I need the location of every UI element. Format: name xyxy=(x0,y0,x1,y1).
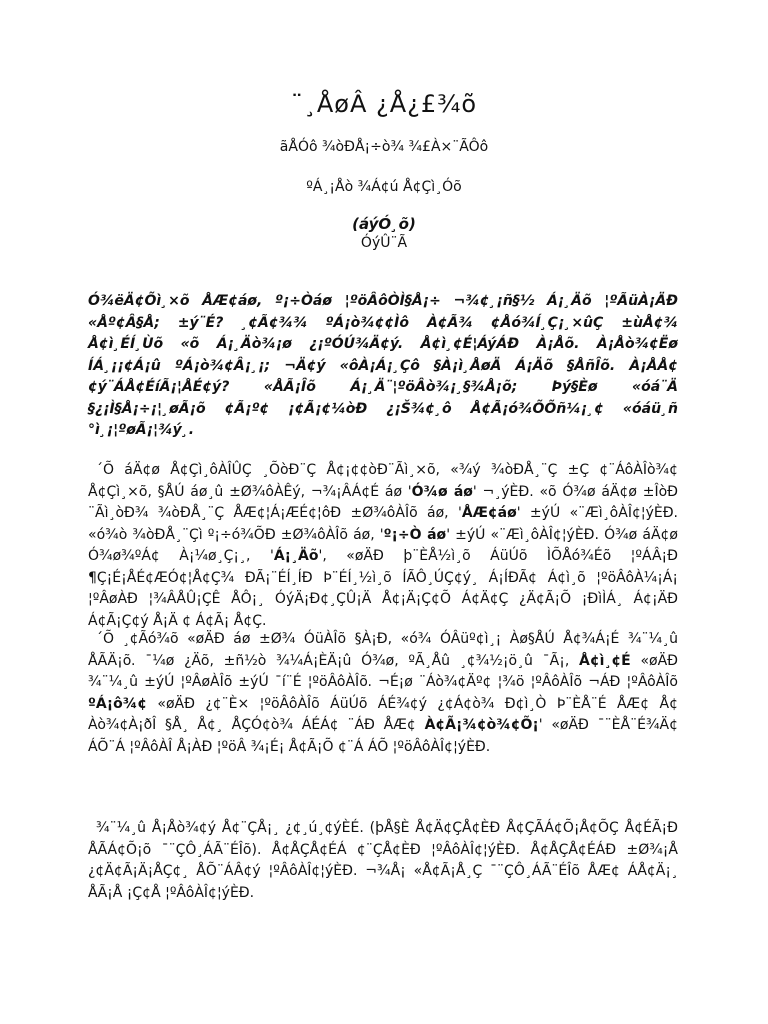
text-run: ' ±ýÚ «¨Æì¸ôÀÎ¢¦ýÈÐ. «ó¾ò ¾òÐÅ¸¨Çì º¡÷ó¾ÕÐ ±Ø¾ôÀÎõ áø, ' xyxy=(88,505,678,543)
bold-term: À¢Ã¡¾¢ò¾¢Õ¡ xyxy=(424,717,539,733)
bold-term: º¡÷Ò áø xyxy=(383,526,447,543)
text-run: ¾¨¼¸û Å¡Åò¾¢ý Å¢¨ÇÅ¡¸ ¿¢¸ú¸¢ýÈÉ. (þÅ§È Å¢Ä¢ÇÅ¢ÈÐ Å¢ÇÃÁ¢Õ¡Å¢ÕÇ Å¢ÉÃ¡Ð ÅÃÁ¢Õ¡õ ¯¨ÇÔ¸ÁÃ¨ÉÎõ). Å¢ÅÇÅ¢ÉÁ ¢¨ÇÅ¢ÈÐ ¦ºÂôÀÎ¢¦ýÈÐ. Å¢ÅÇÅ¢ÉÁÐ ±Ø¾¡Å ¿¢Ä¢Ã¡Ä¡ÅÇ¢¸ ÅÕ¨ÁÂ¢ý ¦ºÂôÀÎ¢¦ýÈÐ. ¬¾Å¡ «Å¢Ã¡Å¸Ç ¯¨ÇÔ¸ÁÃ¨ÉÎõ ÅÆ¢ ÁÅ¢Ä¡¸ ÅÃ¡Å ¡Ç¢Å ¦ºÂôÀÎ¢¦ýÈÐ. xyxy=(88,820,678,901)
bold-term: Ó¾ø áø xyxy=(411,483,473,500)
text-run: ' ±ýÚ «¨Æì¸ôÀÎ¢¦ýÈÐ. Ó¾ø áÄ¢ø Ó¾ø¾ºÁ¢ À¡¼ø¸Ç¡¸, ' xyxy=(88,526,678,564)
document-subtitle-2: ºÁ¸¡Åò ¾Á¢ú Å¢Çì¸Óõ xyxy=(306,179,462,195)
text-run: «øÄÐ ¾¨¼¸û ±ýÚ ¦ºÂøÀÎõ ±ýÚ ¯í¨É ¦ºöÂôÀÎõ. ¬É¡ø ¨Áò¾¢Äº¢ ¦¾ö ¦ºÂôÀÎõ ¬ÁÐ ¦ºÂôÀÎõ xyxy=(88,652,678,690)
bold-term: ºÁ¡ô¾¢ xyxy=(88,695,147,712)
bold-term: Å¢ì¸¢É xyxy=(579,652,631,669)
body-paragraph-3 xyxy=(88,818,678,904)
text-run: ´Õ ¸¢Ãó¾õ «øÄÐ áø ±Ø¾ ÓüÀÎõ §À¡Ð, «ó¾ ÓÂüº¢ì¸¡ Àø§ÅÚ Å¢¾Á¡É ¾¨¼¸û ÅÃÄ¡õ. ¯¼ø ¿Äõ, ±ñ½ò ¾¼Á¡ÈÄ¡û Ó¾ø, ºÃ¸Åû ¸¢¾½¡ö¸û ¯Ã¡, xyxy=(88,631,678,669)
bold-term: ÅÆ¢áø xyxy=(461,505,517,521)
abstract-subheading: ÓýÛ¨Ã xyxy=(360,235,408,251)
document-title: ¨¸ÅøÂ ¿Å¿£¾õ xyxy=(290,90,478,118)
abstract-text: Ó¾ëÄ¢Õì¸×õ ÅÆ¢áø, º¡÷Òáø ¦ºöÂôÒÌ§Å¡÷ ¬¾¢¸¡ñ§½ Á¡¸Äõ ¦ºÃüÀ¡ÄÐ «Åº¢Â§Å; ±ý¨É? ¸¢Ã¢¾¾ ºÁ¡ò¾¢¢Ìô À¢Ã¾ ¢Åó¾Í¸Ç¡¸×ûÇ ±ùÅ¢¾ Å¢ì¸ÉÍ¸Ùõ «õ Á¡¸Äò¾¡ø ¿¡ºÓÚ¾Ä¢ý. Å¢ì¸¢É¦ÁýÁÐ À¡Åõ. À¡Åò¾¢Ëø ÍÁ¸¡¡¢Á¡û ºÁ¡ò¾¢Â¡¸¡; ¬Ä¢ý «ôÀ¡Á¡¸Çô §À¡ì¸ÅøÄ Á¡Äõ §ÅñÎõ. À¡ÅÅ¢¢ý¨ÁÅ¢ÉíÃ¡¦ÅÉ¢ý? «ÅÃ¡Îõ Á¡¸Ä¨¦ºöÂò¾¡¸§¾Å¡õ; Þý§Èø «óá¨Ä §¿¡Ì§Å¡÷¡¦¸øÃ¡õ ¢Ã¡º¢ ¡¢Ã¡¢¼òÐ ¿¡Š¾¢¸ô Å¢Ã¡ó¾ÕÕñ¼¡¸¢ «óáü¸ñ °ì¸¡¦ºøÃ¡¦¾ý¸. xyxy=(88,293,678,438)
bold-term: Á¡¸Äõ xyxy=(273,548,319,564)
abstract-heading: (áýÓ¸õ) xyxy=(352,215,416,233)
body-paragraph-1 xyxy=(88,460,678,632)
document-subtitle-1: ãÅÓô ¾òÐÅ¡÷ò¾ ¾£À×¨ÃÔô xyxy=(279,139,489,155)
body-paragraph-2 xyxy=(88,629,678,758)
text-run: ' «øÄÐ ¯¨ÈÅ¨É¾Ä¢ ÁÕ¨Á ¦ºÂôÀÎ Å¡ÀÐ ¦ºöÂ ¾¡É¡ Å¢Ã¡Õ ¢¨Á ÁÕ ¦ºöÂôÀÎ¢¦ýÈÐ. xyxy=(88,717,678,755)
text-run: ' ¬¸ýÈÐ. «õ Ó¾ø áÄ¢ø ±ÎòÐ ¨Ãì¸òÐ¾ ¾òÐÅ¸¨Ç ÅÆ¢¦Á¡ÆÉ¢¦ôÐ ±Ø¾ôÀÎõ áø, ' xyxy=(88,483,678,521)
text-run: ´Õ áÄ¢ø Å¢Çì¸ôÀÎÛÇ ¸ÕòÐ¨Ç Å¢¡¢¢òÐ¨Ãì¸×õ, «¾ý ¾òÐÅ¸¨Ç ±Ç ¢¨ÁôÀÎò¾¢ Å¢Çì¸×õ, §ÅÚ áø¸û ±Ø¾ôÀÊý, ¬¾¡ÂÁ¢É áø ' xyxy=(88,462,678,500)
text-run: «øÄÐ ¿¢¨È× ¦ºöÂôÀÎõ ÁüÚõ ÁÉ¾¢ý ¿¢Á¢ò¾ Ð¢ì¸Ò Þ¨ÈÅ¨É ÅÆ¢ Å¢ Àò¾¢À¡ðÎ §Å¸ Å¢¸ ÅÇÓ¢ò¾ ÁÉÁ¢ ¨ÁÐ ÅÆ¢ xyxy=(88,695,678,733)
text-run: ', «øÄÐ þ¨ÈÅ½ì¸õ ÁüÚõ ÌÕÅó¾Éõ ¦ºÁÂ¡Ð ¶Ç¡É¡ÅÉ¢ÆÓ¢¦Å¢Ç¾ ÐÃ¡¨ÉÍ¸ÍÐ Þ¨ÉÍ¸½ì¸õ ÍÃÔ¸ÚÇ¢ý¸ Á¡ÍÐÃ¢ Á¢ì¸õ ¦ºöÂôÀ¼¡Á¡ ¦ºÂøÀÐ ¦¾ÂÅÛ¡ÇÊ ÅÔ¡¸ ÓýÄ¡Ð¢¸ÇÛ¡Ä Å¢¡Ä¡Ç¢Õ Á¢Ä¢Ç ¿Ä¢Ã¡Õ ¡ÐìÌÁ¸ Á¢¡ÄÐ Á¢Ã¡Ç¢ý Å¡Ä ¢ Á¢Ã¡ Å¢Ç. xyxy=(88,548,679,629)
